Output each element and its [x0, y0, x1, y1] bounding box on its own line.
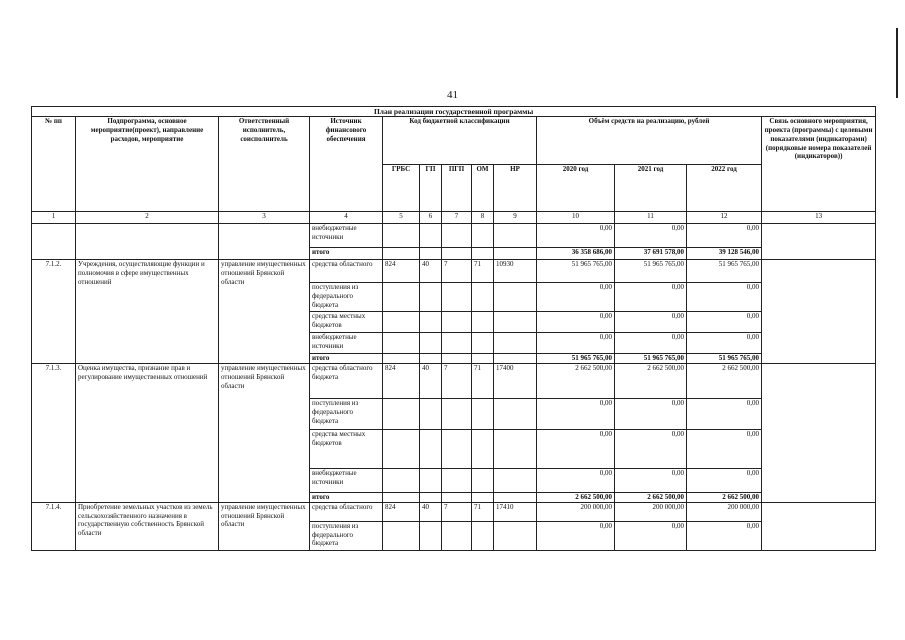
column-index: 11: [615, 212, 687, 224]
column-index: 3: [219, 212, 310, 224]
value-2021: 200 000,00: [615, 502, 687, 521]
gp-cell: 40: [420, 364, 442, 399]
value-2020: 51 965 765,00: [537, 260, 615, 283]
column-index: 10: [537, 212, 615, 224]
link-cell: [762, 260, 876, 364]
table-row: [32, 260, 876, 283]
source-cell: средства областного: [310, 502, 383, 521]
title-cell: [76, 224, 219, 260]
link-cell: [762, 224, 876, 260]
value-2021: 0,00: [615, 399, 687, 430]
value-2020: 200 000,00: [537, 502, 615, 521]
value-2022: 0,00: [687, 399, 762, 430]
table-title: План реализации государственной программы: [32, 107, 876, 117]
num-cell: [32, 224, 76, 260]
source-cell: поступления из федерального бюджета: [310, 283, 383, 312]
value-2022: 0,00: [687, 469, 762, 493]
table-row: [32, 364, 876, 399]
value-2021: 0,00: [615, 333, 687, 354]
grbs-cell: 824: [383, 502, 420, 521]
header-subprogram: Подпрограмма, основное мероприятие(проект), направление расходов, мероприятие: [76, 117, 219, 212]
header-grbs: ГРБС: [383, 165, 420, 212]
source-cell: средства областного бюджета: [310, 364, 383, 399]
value-2022: 0,00: [687, 333, 762, 354]
value-2020: 0,00: [537, 333, 615, 354]
column-index: 5: [383, 212, 420, 224]
value-2021: 51 965 765,00: [615, 354, 687, 364]
header-budget-code: Код бюджетной классификации: [383, 117, 537, 165]
table-row: [32, 502, 876, 521]
header-volume: Объём средств на реализацию, рублей: [537, 117, 762, 165]
header-num: № пп: [32, 117, 76, 212]
source-cell: итого: [310, 248, 383, 260]
header-executor: Ответственный исполнитель, соисполнитель: [219, 117, 310, 212]
value-2020: 2 662 500,00: [537, 364, 615, 399]
page-number: 41: [447, 89, 458, 101]
nr-cell: 17410: [494, 502, 537, 521]
value-2021: 2 662 500,00: [615, 493, 687, 503]
nr-cell: 17400: [494, 364, 537, 399]
grbs-cell: 824: [383, 260, 420, 283]
source-cell: поступления из федерального бюджета: [310, 521, 383, 550]
executor-cell: управление имущественных отношений Брянской области: [219, 364, 310, 503]
header-2020: 2020 год: [537, 165, 615, 212]
source-cell: внебюджетные источники: [310, 333, 383, 354]
header-om: ОМ: [472, 165, 494, 212]
implementation-plan-table: [31, 106, 876, 551]
column-index-row: [32, 212, 876, 224]
column-index: 8: [472, 212, 494, 224]
num-cell: 7.1.2.: [32, 260, 76, 364]
source-cell: средства областного: [310, 260, 383, 283]
gp-cell: 40: [420, 260, 442, 283]
value-2021: 0,00: [615, 521, 687, 550]
column-index: 6: [420, 212, 442, 224]
pgp-cell: 7: [442, 260, 472, 283]
value-2021: 51 965 765,00: [615, 260, 687, 283]
value-2022: 2 662 500,00: [687, 364, 762, 399]
value-2021: 0,00: [615, 224, 687, 248]
source-cell: внебюджетные источники: [310, 469, 383, 493]
source-cell: итого: [310, 354, 383, 364]
scan-edge-line: [896, 28, 898, 98]
column-index: 13: [762, 212, 876, 224]
value-2020: 2 662 500,00: [537, 493, 615, 503]
column-index: 4: [310, 212, 383, 224]
column-index: 9: [494, 212, 537, 224]
source-cell: итого: [310, 493, 383, 503]
header-pgp: ПГП: [442, 165, 472, 212]
header-source: Источник финансового обеспечения: [310, 117, 383, 212]
pgp-cell: 7: [442, 502, 472, 521]
value-2020: 0,00: [537, 430, 615, 469]
header-2021: 2021 год: [615, 165, 687, 212]
value-2021: 0,00: [615, 430, 687, 469]
value-2020: 0,00: [537, 224, 615, 248]
title-cell: Приобретение земельных участков из земель сельскохозяйственного назначения в государственную собственность Брянской области: [76, 502, 219, 550]
value-2022: 0,00: [687, 283, 762, 312]
gp-cell: 40: [420, 502, 442, 521]
num-cell: 7.1.4.: [32, 502, 76, 550]
num-cell: 7.1.3.: [32, 364, 76, 503]
value-2021: 0,00: [615, 283, 687, 312]
value-2021: 37 691 578,00: [615, 248, 687, 260]
value-2022: 51 965 765,00: [687, 260, 762, 283]
value-2022: 0,00: [687, 521, 762, 550]
source-cell: средства местных бюджетов: [310, 312, 383, 333]
value-2020: 0,00: [537, 283, 615, 312]
value-2021: 0,00: [615, 469, 687, 493]
column-index: 12: [687, 212, 762, 224]
title-cell: Учреждения, осуществляющие функции и полномочия в сфере имущественных отношений: [76, 260, 219, 364]
executor-cell: управление имущественных отношений Брянской области: [219, 260, 310, 364]
value-2022: 0,00: [687, 430, 762, 469]
value-2020: 0,00: [537, 399, 615, 430]
title-cell: Оценка имущества, признание прав и регулирование имущественных отношений: [76, 364, 219, 503]
pgp-cell: 7: [442, 364, 472, 399]
header-gp: ГП: [420, 165, 442, 212]
column-index: 2: [76, 212, 219, 224]
value-2020: 0,00: [537, 312, 615, 333]
column-index: 7: [442, 212, 472, 224]
value-2022: 0,00: [687, 224, 762, 248]
value-2022: 0,00: [687, 312, 762, 333]
header-nr: НР: [494, 165, 537, 212]
value-2020: 51 965 765,00: [537, 354, 615, 364]
value-2020: 0,00: [537, 469, 615, 493]
value-2020: 0,00: [537, 521, 615, 550]
table-row: [32, 224, 876, 248]
value-2022: 200 000,00: [687, 502, 762, 521]
executor-cell: [219, 224, 310, 260]
om-cell: 71: [472, 260, 494, 283]
value-2021: 0,00: [615, 312, 687, 333]
source-cell: внебюджетные источники: [310, 224, 383, 248]
value-2022: 51 965 765,00: [687, 354, 762, 364]
header-2022: 2022 год: [687, 165, 762, 212]
value-2022: 39 128 546,00: [687, 248, 762, 260]
value-2021: 2 662 500,00: [615, 364, 687, 399]
value-2020: 36 358 686,00: [537, 248, 615, 260]
grbs-cell: 824: [383, 364, 420, 399]
link-cell: [762, 364, 876, 503]
link-cell: [762, 502, 876, 550]
om-cell: 71: [472, 502, 494, 521]
source-cell: средства местных бюджетов: [310, 430, 383, 469]
executor-cell: управление имущественных отношений Брянской области: [219, 502, 310, 550]
header-link: Связь основного мероприятия, проекта (программы) с целевыми показателями (индикаторами) (порядковые номера показателей (индикаторов)): [762, 117, 876, 212]
om-cell: 71: [472, 364, 494, 399]
column-index: 1: [32, 212, 76, 224]
value-2022: 2 662 500,00: [687, 493, 762, 503]
source-cell: поступления из федерального бюджета: [310, 399, 383, 430]
nr-cell: 10930: [494, 260, 537, 283]
